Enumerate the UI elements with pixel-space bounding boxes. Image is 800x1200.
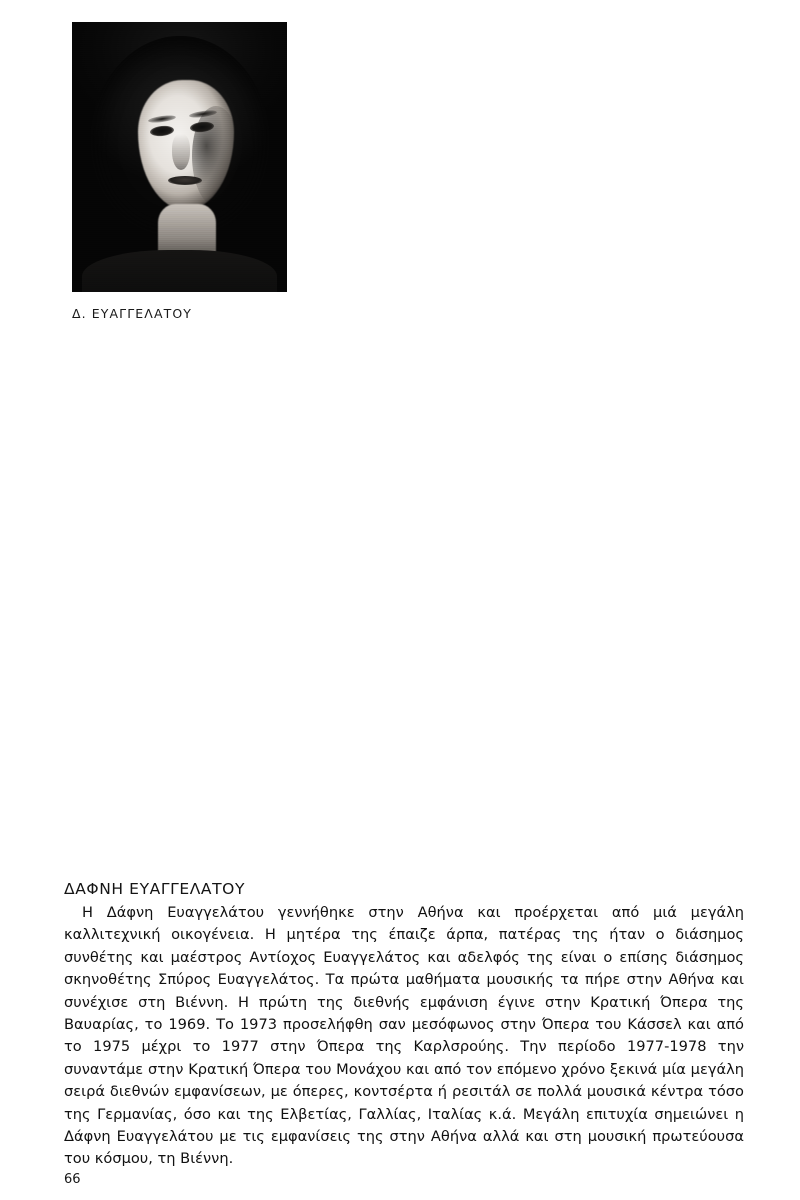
portrait-block bbox=[72, 22, 287, 321]
photo-grain-overlay bbox=[72, 22, 287, 292]
article-body: Η Δάφνη Ευαγγελάτου γεννήθηκε στην Αθήνα και προέρχεται από μιά μεγάλη καλλιτεχνική οικογένεια. Η μητέρα της έπαιζε άρπα, πατέρας της ήταν ο διάσημος συνθέτης και μαέστρος Αντίοχος Ευαγγελάτος και αδελφός της είναι ο επίσης διάσημος σκηνοθέτης Σπύρος Ευαγγελάτος. Τα πρώτα μαθήματα μουσικής τα πήρε στην Αθήνα και συνέχισε στη Βιέννη. Η πρώτη της διεθνής εμφάνιση έγινε στην Κρατική Όπερα της Βαυαρίας, το 1969. Το 1973 προσελήφθη σαν μεσόφωνος στην Όπερα του Κάσσελ και από το 1975 μέχρι το 1977 στην Όπερα της Καρλσρούης. Την περίοδο 1977-1978 την συναντάμε στην Κρατική Όπερα του Μονάχου και από τον επόμενο χρόνο ξεκινά μία μεγάλη σειρά διεθνών εμφανίσεων, με όπερες, κοντσέρτα ή ρεσιτάλ σε πολλά μουσικά κέντρα τόσο της Γερμανίας, όσο και της Ελβετίας, Γαλλίας, Ιταλίας κ.ά. Μεγάλη επιτυχία σημειώνει η Δάφνη Ευαγγελάτου με τις εμφανίσεις της στην Αθήνα αλλά και στη μουσική πρωτεύουσα του κόσμου, τη Βιέννη. bbox=[64, 904, 744, 1168]
page-number: 66 bbox=[64, 1172, 81, 1187]
article-title: ΔΑΦΝΗ ΕΥΑΓΓΕΛΑΤΟΥ bbox=[64, 880, 246, 898]
article bbox=[64, 880, 744, 1171]
portrait-photograph bbox=[72, 22, 287, 292]
photo-caption: Δ. ΕΥΑΓΓΕΛΑΤΟΥ bbox=[72, 306, 193, 321]
